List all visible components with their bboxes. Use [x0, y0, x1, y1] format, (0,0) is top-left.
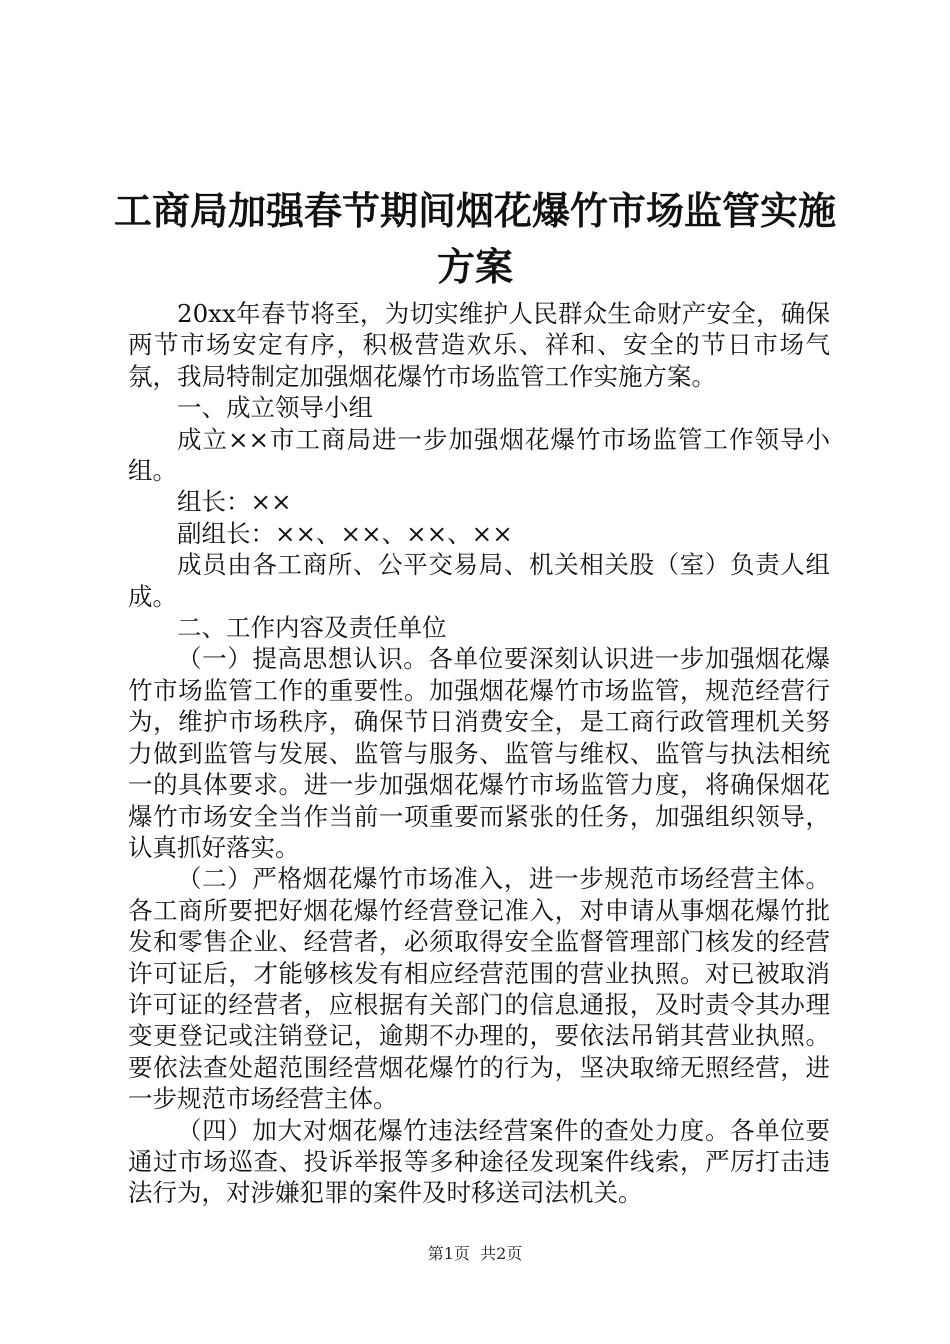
section-heading-work-content: 二、工作内容及责任单位: [177, 613, 447, 643]
paragraph-item-2: （二）严格烟花爆竹市场准入，进一步规范市场经营主体。各工商所要把好烟花爆竹经营登记准入，对申请从事烟花爆竹批发和零售企业、经营者，必须取得安全监督管理部门核发的经营许可证后，才能够核发有相应经营范围的营业执照。对已被取消许可证的经营者，应根据有关部门的信息通报，及时责令其办理变更登记或注销登记，逾期不办理的，要依法吊销其营业执照。要依法查处超范围经营烟花爆竹的行为，坚决取缔无照经营，进一步规范市场经营主体。: [128, 864, 830, 1114]
paragraph-item-1: （一）提高思想认识。各单位要深刻认识进一步加强烟花爆竹市场监管工作的重要性。加强烟花爆竹市场监管，规范经营行为，维护市场秩序，确保节日消费安全，是工商行政管理机关努力做到监管与发展、监管与服务、监管与维权、监管与执法相统一的具体要求。进一步加强烟花爆竹市场监管力度，将确保烟花爆竹市场安全当作当前一项重要而紧张的任务，加强组织领导，认真抓好落实。: [128, 644, 830, 862]
intro-paragraph: 20xx年春节将至，为切实维护人民群众生命财产安全，确保两节市场安定有序，积极营造欢乐、祥和、安全的节日市场气氛，我局特制定加强烟花爆竹市场监管工作实施方案。: [128, 299, 830, 391]
paragraph-deputy-leaders: 副组长：××、××、××、××: [177, 518, 513, 548]
document-body: [128, 298, 830, 1209]
section-heading-leadership: 一、成立领导小组: [177, 393, 373, 423]
paragraph-group-leader: 组长：××: [177, 487, 292, 517]
document-title: 工商局加强春节期间烟花爆竹市场监管实施方案: [113, 189, 836, 289]
page-number: 第1页: [427, 1244, 470, 1263]
page-total: 共2页: [480, 1244, 523, 1263]
paragraph-item-4: （四）加大对烟花爆竹违法经营案件的查处力度。各单位要通过市场巡查、投诉举报等多种途径发现案件线索，严厉打击违法行为，对涉嫌犯罪的案件及时移送司法机关。: [128, 1115, 830, 1208]
paragraph-members: 成员由各工商所、公平交易局、机关相关股（室）负责人组成。: [128, 550, 830, 611]
paragraph-leadership-group: 成立××市工商局进一步加强烟花爆竹市场监管工作领导小组。: [128, 424, 830, 486]
page-footer: [0, 1244, 950, 1264]
